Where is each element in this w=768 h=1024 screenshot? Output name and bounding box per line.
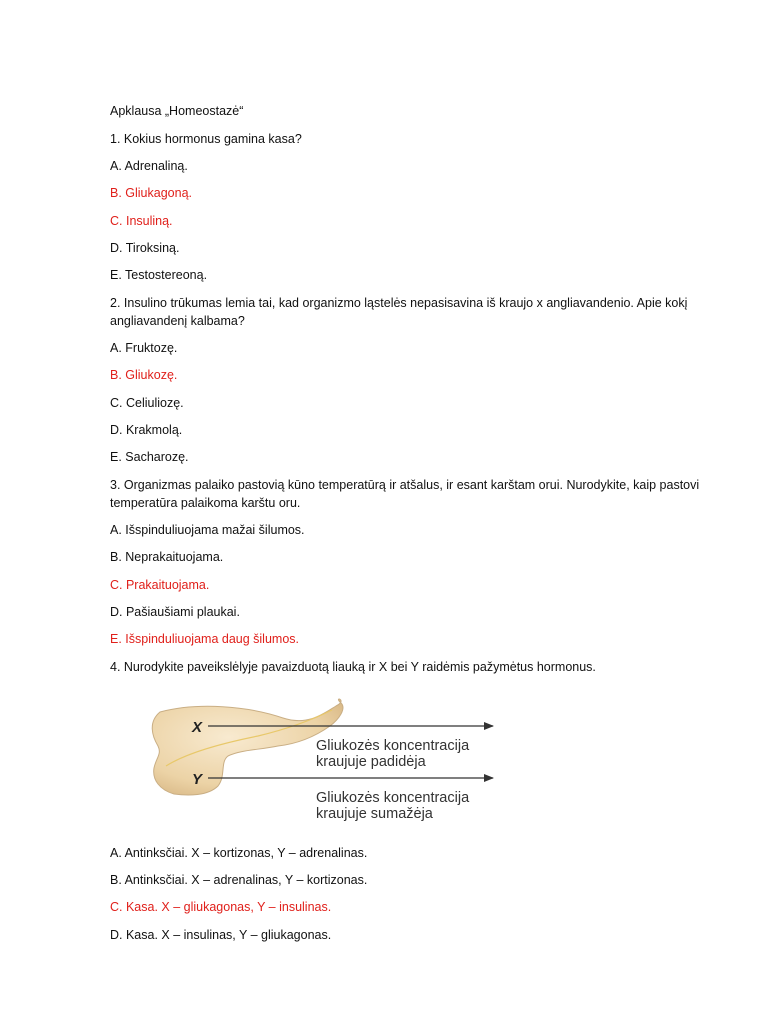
pancreas-gland (152, 699, 343, 795)
question-3-option-c: C. Prakaituojama. (110, 578, 210, 592)
quiz-title: Apklausa „Homeostazė“ (110, 104, 244, 118)
question-3-option-d: D. Pašiaušiami plaukai. (110, 605, 240, 619)
question-1-option-a: A. Adrenaliną. (110, 159, 188, 173)
question-1-text: 1. Kokius hormonus gamina kasa? (110, 132, 302, 146)
question-3-option-b: B. Neprakaituojama. (110, 550, 224, 564)
label-x-line1: Gliukozės koncentracija (316, 738, 470, 754)
question-1-option-c: C. Insuliną. (110, 214, 173, 228)
question-2-option-e: E. Sacharozę. (110, 450, 189, 464)
question-3-option-e: E. Išspinduliuojama daug šilumos. (110, 632, 299, 646)
question-4-option-a: A. Antinksčiai. X – kortizonas, Y – adrenalinas. (110, 846, 368, 860)
question-2-option-b: B. Gliukozę. (110, 368, 178, 382)
question-4-text: 4. Nurodykite paveikslėlyje pavaizduotą liauką ir X bei Y raidėmis pažymėtus hormonus. (110, 660, 596, 674)
pancreas-figure (108, 692, 548, 832)
question-2-option-d: D. Krakmolą. (110, 423, 183, 437)
question-1-option-b: B. Gliukagoną. (110, 186, 192, 200)
label-x-line2: kraujuje padidėja (316, 754, 426, 770)
question-4-option-b: B. Antinksčiai. X – adrenalinas, Y – kortizonas. (110, 873, 368, 887)
question-4-option-d: D. Kasa. X – insulinas, Y – gliukagonas. (110, 928, 332, 942)
question-2-option-c: C. Celiuliozę. (110, 396, 184, 410)
pancreas-diagram (108, 692, 548, 832)
label-y-line1: Gliukozės koncentracija (316, 790, 470, 806)
label-y-line2: kraujuje sumažėja (316, 806, 433, 822)
question-1-option-e: E. Testostereoną. (110, 268, 208, 282)
question-2-option-a: A. Fruktozę. (110, 341, 178, 355)
question-1-option-d: D. Tiroksiną. (110, 241, 180, 255)
question-3-text: 3. Organizmas palaiko pastovią kūno temperatūrą ir atšalus, ir esant karštam orui. Nurodykite, kaip pastovi temperatūra palaikoma karštu oru. (110, 478, 700, 510)
question-4-option-c: C. Kasa. X – gliukagonas, Y – insulinas. (110, 900, 332, 914)
question-2-text: 2. Insulino trūkumas lemia tai, kad organizmo ląstelės nepasisavina iš kraujo x angliavandenio. Apie kokį angliavandenį kalbama? (110, 296, 688, 328)
label-x: X (192, 719, 203, 736)
question-3-option-a: A. Išspinduliuojama mažai šilumos. (110, 523, 305, 537)
label-y: Y (192, 771, 203, 788)
